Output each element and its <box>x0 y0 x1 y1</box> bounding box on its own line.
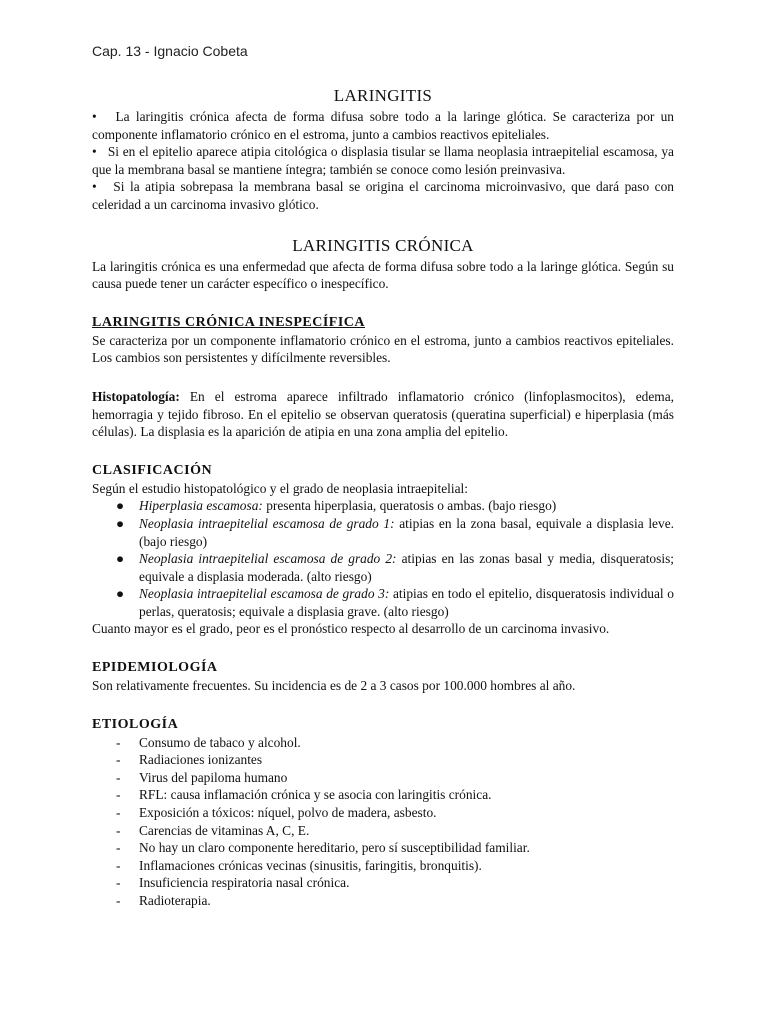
heading-clasificacion: CLASIFICACIÓN <box>92 462 213 478</box>
dash-marker: - <box>116 805 121 821</box>
list-item: - Virus del papiloma humano <box>116 769 288 785</box>
etiologia-list <box>92 734 674 910</box>
cronica-paragraph: La laringitis crónica es una enfermedad que afecta de forma difusa sobre todo a la laringe glótica. Según su causa puede tener un carácter específico o inespecífico. <box>92 258 674 292</box>
list-item: - Carencias de vitaminas A, C, E. <box>116 822 310 838</box>
clasificacion-intro: Según el estudio histopatológico y el grado de neoplasia intraepitelial: <box>92 480 468 496</box>
clasificacion-outro: Cuanto mayor es el grado, peor es el pronóstico respecto al desarrollo de un carcinoma invasivo. <box>92 621 610 637</box>
dash-marker: - <box>116 822 121 838</box>
list-item: ● Neoplasia intraepitelial escamosa de grado 2: atipias en las zonas basal y media, disqueratosis; equivale a displasia moderada. (alto riesgo) <box>116 551 674 584</box>
bullet-marker: • <box>92 179 97 195</box>
heading-inespecifica: LARINGITIS CRÓNICA INESPECÍFICA <box>92 314 365 330</box>
list-item: - Radioterapia. <box>116 893 211 908</box>
dash-marker: - <box>116 769 121 785</box>
intro-bullet-3: • Si la atipia sobrepasa la membrana basal se origina el carcinoma microinvasivo, que dará paso con celeridad a un carcinoma invasivo glótico. <box>92 179 675 212</box>
list-item: - Radiaciones ionizantes <box>116 752 263 768</box>
histopatologia-label: Histopatología: <box>92 388 180 404</box>
histopatologia-paragraph: Histopatología: En el estroma aparece infiltrado inflamatorio crónico (linfoplasmocitos), edema, hemorragia y tejido fibroso. En el epitelio se observan queratosis (queratina superficial) e hiperplasia (más células). La displasia es la aparición de atipia en una zona amplia del epitelio. <box>92 388 674 440</box>
page-header: Cap. 13 - Ignacio Cobeta <box>92 43 248 59</box>
heading-etiologia: ETIOLOGÍA <box>92 716 179 732</box>
intro-bullet-2: • Si en el epitelio aparece atipia citológica o displasia tisular se llama neoplasia intraepitelial escamosa, ya que la membrana basal se mantiene íntegra; también se conoce como lesión preinvasiva. <box>92 144 674 177</box>
bullet-marker: • <box>92 144 97 160</box>
list-item: ● Neoplasia intraepitelial escamosa de grado 1: atipias en la zona basal, equivale a displasia leve. (bajo riesgo) <box>116 515 674 549</box>
dash-marker: - <box>116 857 121 873</box>
bullet-marker: • <box>92 109 97 124</box>
list-item: ● Hiperplasia escamosa: presenta hiperplasia, queratosis o ambas. (bajo riesgo) <box>116 498 557 514</box>
title-laringitis-cronica: LARINGITIS CRÓNICA <box>292 235 474 255</box>
heading-epidemiologia: EPIDEMIOLOGÍA <box>92 660 218 676</box>
list-item: - RFL: causa inflamación crónica y se asocia con laringitis crónica. <box>116 787 492 803</box>
intro-bullet-1: • La laringitis crónica afecta de forma difusa sobre todo a la laringe glótica. Se caracteriza por un componente inflamatorio crónico en el estroma, junto a cambios reactivos epiteliales. <box>92 109 674 142</box>
dash-marker: - <box>116 840 121 856</box>
inespecifica-paragraph: Se caracteriza por un componente inflamatorio crónico en el estroma, junto a cambios reactivos epiteliales. Los cambios son persistentes y difícilmente reversibles. <box>92 332 674 366</box>
dash-marker: - <box>116 893 121 908</box>
list-item: - Exposición a tóxicos: níquel, polvo de madera, asbesto. <box>116 805 437 821</box>
dot-marker: ● <box>116 498 125 514</box>
dash-marker: - <box>116 734 121 750</box>
list-item: - Consumo de tabaco y alcohol. <box>116 734 301 750</box>
dash-marker: - <box>116 752 121 768</box>
dash-marker: - <box>116 875 121 891</box>
list-item: - Insuficiencia respiratoria nasal crónica. <box>116 875 350 891</box>
document-body <box>92 86 674 910</box>
dot-marker: ● <box>116 551 125 567</box>
clasificacion-list <box>92 497 674 620</box>
list-item: - No hay un claro componente hereditario, pero sí susceptibilidad familiar. <box>116 840 530 856</box>
epidemiologia-paragraph: Son relativamente frecuentes. Su incidencia es de 2 a 3 casos por 100.000 hombres al año. <box>92 678 576 694</box>
dot-marker: ● <box>116 586 125 602</box>
title-laringitis: LARINGITIS <box>333 86 433 105</box>
dash-marker: - <box>116 787 121 803</box>
list-item: - Inflamaciones crónicas vecinas (sinusitis, faringitis, bronquitis). <box>116 857 482 873</box>
dot-marker: ● <box>116 515 125 531</box>
list-item: ● Neoplasia intraepitelial escamosa de grado 3: atipias en todo el epitelio, disqueratosis individual o perlas, queratosis; equivale a displasia grave. (alto riesgo) <box>116 586 674 619</box>
